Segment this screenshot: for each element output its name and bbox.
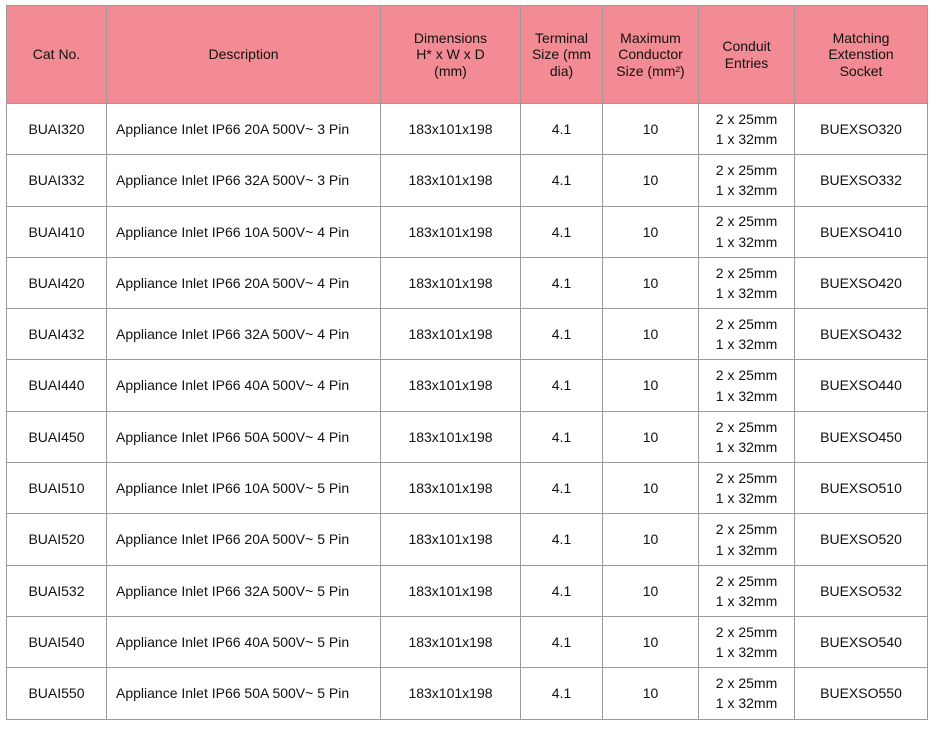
conduit-entries-cell	[699, 206, 795, 257]
column-header-line: Conduit	[722, 37, 771, 54]
conduit-entry-line: 1 x 32mm	[715, 182, 778, 199]
table-row	[7, 309, 928, 360]
conduit-entry-line: 2 x 25mm	[715, 264, 778, 281]
terminal-size-cell: 4.1	[521, 616, 603, 667]
terminal-size-cell: 4.1	[521, 668, 603, 719]
conduit-entry-line: 2 x 25mm	[715, 110, 778, 127]
terminal-size-cell: 4.1	[521, 463, 603, 514]
column-header-line: Size (mm²)	[616, 62, 685, 79]
table-row	[7, 668, 928, 719]
column-header-line: Description	[208, 46, 279, 63]
conduit-entry-line: 2 x 25mm	[715, 418, 778, 435]
column-header-cat-no	[7, 6, 107, 104]
description-cell: Appliance Inlet IP66 32A 500V~ 3 Pin	[107, 155, 381, 206]
conduit-entry-line: 2 x 25mm	[715, 162, 778, 179]
conduit-entries-cell	[699, 360, 795, 411]
dimensions-cell: 183x101x198	[381, 411, 521, 462]
terminal-size-cell: 4.1	[521, 360, 603, 411]
conductor-size-cell: 10	[603, 257, 699, 308]
dimensions-cell: 183x101x198	[381, 104, 521, 155]
cat-no-cell: BUAI420	[7, 257, 107, 308]
column-header-line: Cat No.	[32, 46, 81, 63]
product-table-container	[6, 5, 927, 720]
matching-socket-cell: BUEXSO440	[795, 360, 928, 411]
dimensions-cell: 183x101x198	[381, 514, 521, 565]
header-row	[7, 6, 928, 104]
table-row	[7, 257, 928, 308]
conduit-entries-cell	[699, 104, 795, 155]
cat-no-cell: BUAI510	[7, 463, 107, 514]
cat-no-cell: BUAI550	[7, 668, 107, 719]
table-header	[7, 6, 928, 104]
column-header-matching-socket	[795, 6, 928, 104]
conductor-size-cell: 10	[603, 104, 699, 155]
cat-no-cell: BUAI432	[7, 309, 107, 360]
conduit-entries-cell	[699, 463, 795, 514]
column-header-line: dia)	[549, 62, 574, 79]
dimensions-cell: 183x101x198	[381, 309, 521, 360]
column-header-line: Conductor	[618, 46, 683, 63]
column-header-max-conductor	[603, 6, 699, 104]
matching-socket-cell: BUEXSO432	[795, 309, 928, 360]
dimensions-cell: 183x101x198	[381, 206, 521, 257]
conductor-size-cell: 10	[603, 514, 699, 565]
table-row	[7, 616, 928, 667]
description-cell: Appliance Inlet IP66 50A 500V~ 5 Pin	[107, 668, 381, 719]
dimensions-cell: 183x101x198	[381, 463, 521, 514]
conductor-size-cell: 10	[603, 565, 699, 616]
matching-socket-cell: BUEXSO540	[795, 616, 928, 667]
conduit-entry-line: 1 x 32mm	[715, 438, 778, 455]
description-cell: Appliance Inlet IP66 20A 500V~ 3 Pin	[107, 104, 381, 155]
conductor-size-cell: 10	[603, 309, 699, 360]
terminal-size-cell: 4.1	[521, 514, 603, 565]
dimensions-cell: 183x101x198	[381, 616, 521, 667]
table-row	[7, 514, 928, 565]
column-header-description	[107, 6, 381, 104]
cat-no-cell: BUAI332	[7, 155, 107, 206]
conduit-entry-line: 1 x 32mm	[715, 131, 778, 148]
description-cell: Appliance Inlet IP66 32A 500V~ 5 Pin	[107, 565, 381, 616]
terminal-size-cell: 4.1	[521, 155, 603, 206]
terminal-size-cell: 4.1	[521, 309, 603, 360]
column-header-line: Terminal	[535, 29, 588, 46]
conduit-entry-line: 1 x 32mm	[715, 233, 778, 250]
matching-socket-cell: BUEXSO450	[795, 411, 928, 462]
matching-socket-cell: BUEXSO320	[795, 104, 928, 155]
conduit-entry-line: 1 x 32mm	[715, 541, 778, 558]
conductor-size-cell: 10	[603, 463, 699, 514]
conduit-entry-line: 2 x 25mm	[715, 316, 778, 333]
table-row	[7, 155, 928, 206]
cat-no-cell: BUAI540	[7, 616, 107, 667]
table-body	[7, 104, 928, 720]
conduit-entries-cell	[699, 257, 795, 308]
conduit-entries-cell	[699, 514, 795, 565]
matching-socket-cell: BUEXSO550	[795, 668, 928, 719]
terminal-size-cell: 4.1	[521, 206, 603, 257]
column-header-conduit-entries	[699, 6, 795, 104]
column-header-line: Extenstion	[828, 46, 894, 63]
description-cell: Appliance Inlet IP66 40A 500V~ 4 Pin	[107, 360, 381, 411]
cat-no-cell: BUAI532	[7, 565, 107, 616]
cat-no-cell: BUAI410	[7, 206, 107, 257]
conduit-entry-line: 1 x 32mm	[715, 592, 778, 609]
column-header-line: Size (mm	[531, 46, 592, 63]
conduit-entry-line: 1 x 32mm	[715, 644, 778, 661]
product-table	[6, 5, 928, 720]
description-cell: Appliance Inlet IP66 10A 500V~ 5 Pin	[107, 463, 381, 514]
dimensions-cell: 183x101x198	[381, 257, 521, 308]
conduit-entry-line: 1 x 32mm	[715, 695, 778, 712]
table-row	[7, 360, 928, 411]
matching-socket-cell: BUEXSO332	[795, 155, 928, 206]
terminal-size-cell: 4.1	[521, 257, 603, 308]
conductor-size-cell: 10	[603, 155, 699, 206]
cat-no-cell: BUAI520	[7, 514, 107, 565]
conduit-entries-cell	[699, 309, 795, 360]
conductor-size-cell: 10	[603, 206, 699, 257]
conduit-entry-line: 2 x 25mm	[715, 675, 778, 692]
column-header-dimensions	[381, 6, 521, 104]
cat-no-cell: BUAI450	[7, 411, 107, 462]
column-header-line: Socket	[839, 62, 883, 79]
column-header-line: Matching	[832, 29, 890, 46]
dimensions-cell: 183x101x198	[381, 668, 521, 719]
table-row	[7, 411, 928, 462]
description-cell: Appliance Inlet IP66 50A 500V~ 4 Pin	[107, 411, 381, 462]
matching-socket-cell: BUEXSO420	[795, 257, 928, 308]
column-header-terminal-size	[521, 6, 603, 104]
matching-socket-cell: BUEXSO532	[795, 565, 928, 616]
conduit-entry-line: 2 x 25mm	[715, 213, 778, 230]
conductor-size-cell: 10	[603, 411, 699, 462]
table-row	[7, 104, 928, 155]
description-cell: Appliance Inlet IP66 10A 500V~ 4 Pin	[107, 206, 381, 257]
conductor-size-cell: 10	[603, 360, 699, 411]
table-row	[7, 463, 928, 514]
column-header-line: H* x W x D	[416, 46, 485, 63]
conduit-entry-line: 2 x 25mm	[715, 367, 778, 384]
terminal-size-cell: 4.1	[521, 104, 603, 155]
conduit-entries-cell	[699, 668, 795, 719]
conduit-entry-line: 2 x 25mm	[715, 469, 778, 486]
conduit-entry-line: 1 x 32mm	[715, 490, 778, 507]
terminal-size-cell: 4.1	[521, 411, 603, 462]
conductor-size-cell: 10	[603, 668, 699, 719]
conduit-entry-line: 1 x 32mm	[715, 336, 778, 353]
conduit-entries-cell	[699, 411, 795, 462]
dimensions-cell: 183x101x198	[381, 155, 521, 206]
dimensions-cell: 183x101x198	[381, 565, 521, 616]
description-cell: Appliance Inlet IP66 40A 500V~ 5 Pin	[107, 616, 381, 667]
conduit-entry-line: 2 x 25mm	[715, 623, 778, 640]
matching-socket-cell: BUEXSO520	[795, 514, 928, 565]
column-header-line: (mm)	[434, 62, 467, 79]
column-header-line: Dimensions	[413, 29, 488, 46]
conduit-entries-cell	[699, 565, 795, 616]
conduit-entry-line: 2 x 25mm	[715, 521, 778, 538]
conduit-entry-line: 1 x 32mm	[715, 285, 778, 302]
conduit-entry-line: 2 x 25mm	[715, 572, 778, 589]
conduit-entries-cell	[699, 155, 795, 206]
table-row	[7, 565, 928, 616]
dimensions-cell: 183x101x198	[381, 360, 521, 411]
column-header-line: Entries	[724, 54, 769, 71]
matching-socket-cell: BUEXSO510	[795, 463, 928, 514]
conduit-entry-line: 1 x 32mm	[715, 387, 778, 404]
description-cell: Appliance Inlet IP66 20A 500V~ 5 Pin	[107, 514, 381, 565]
matching-socket-cell: BUEXSO410	[795, 206, 928, 257]
description-cell: Appliance Inlet IP66 20A 500V~ 4 Pin	[107, 257, 381, 308]
column-header-line: Maximum	[620, 29, 681, 46]
table-row	[7, 206, 928, 257]
conductor-size-cell: 10	[603, 616, 699, 667]
cat-no-cell: BUAI320	[7, 104, 107, 155]
cat-no-cell: BUAI440	[7, 360, 107, 411]
description-cell: Appliance Inlet IP66 32A 500V~ 4 Pin	[107, 309, 381, 360]
terminal-size-cell: 4.1	[521, 565, 603, 616]
conduit-entries-cell	[699, 616, 795, 667]
